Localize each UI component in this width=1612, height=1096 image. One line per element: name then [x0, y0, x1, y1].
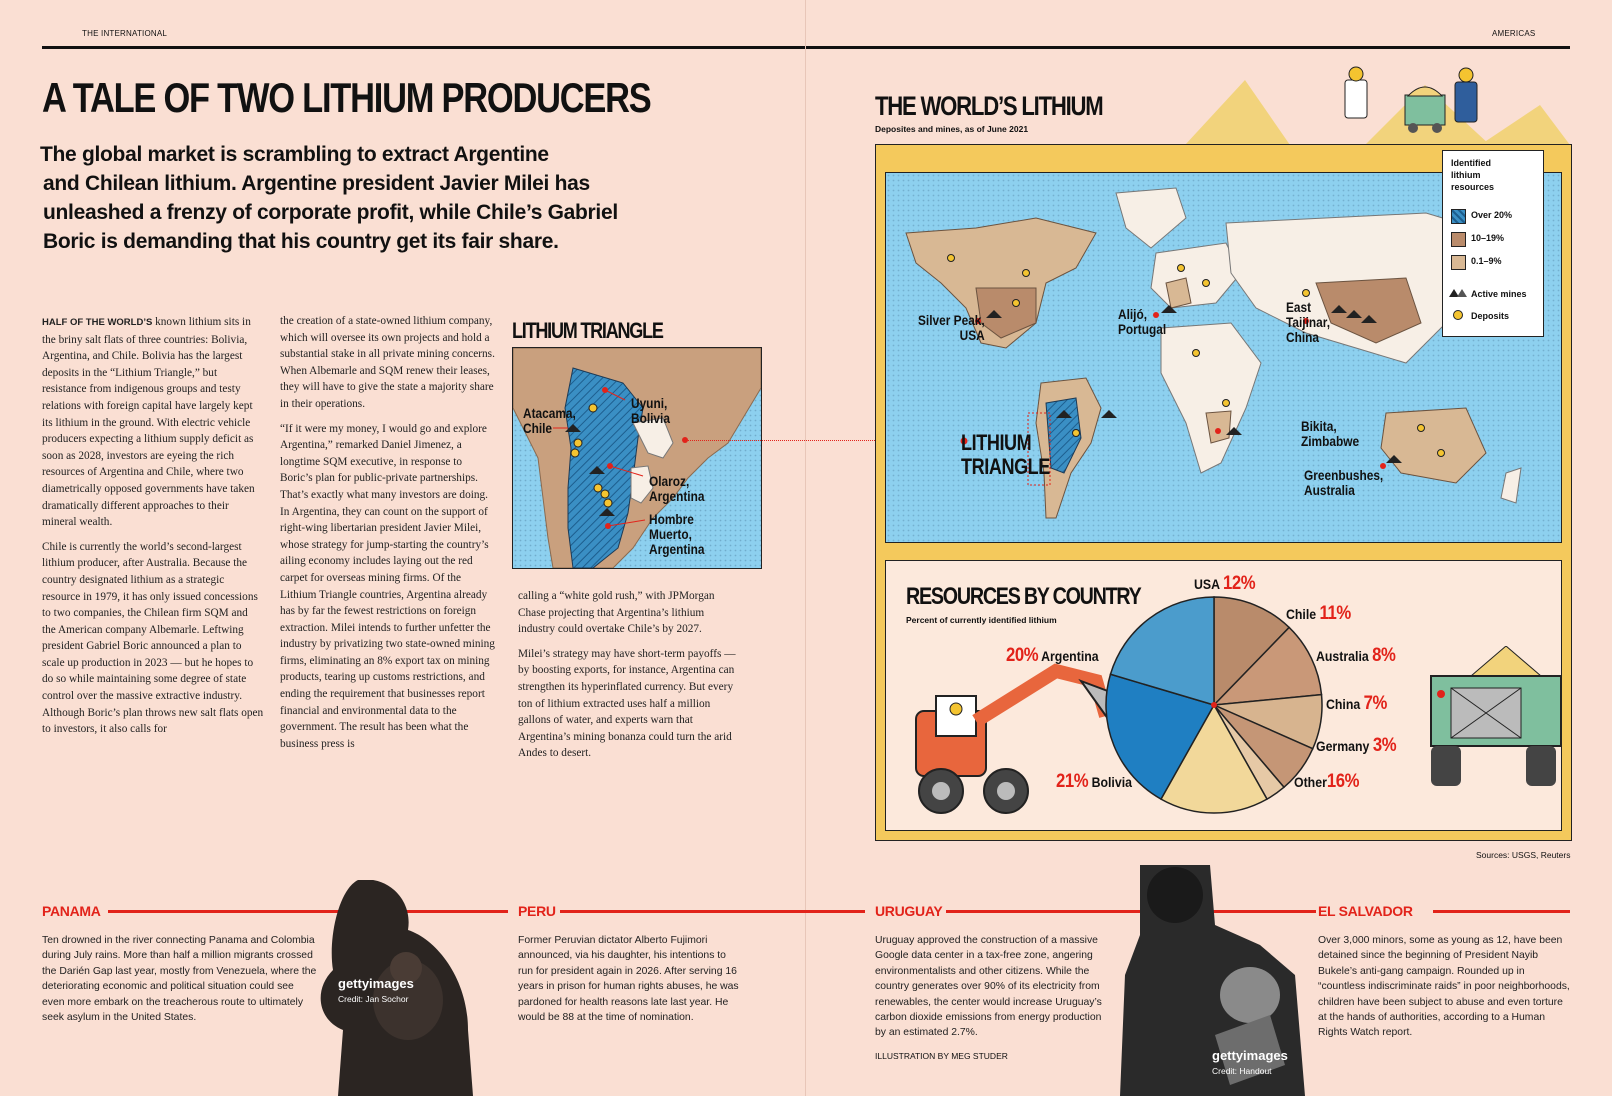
legend-label-mines: Active mines [1471, 289, 1527, 299]
header-rule [42, 46, 1570, 49]
label-alijo: Alijó, Portugal [1118, 307, 1167, 337]
pie-label-bolivia [1056, 771, 1132, 793]
news-body-uruguay: Uruguay approved the construction of a massive Google data center in a tax-free zone, angering environmentalists and other citizens. While the country generates over 90% of its electricity from renewables, the center would increase Uruguay’s carbon dioxide emissions from energy production by an estimated 2.7%. [875, 935, 1102, 1039]
lithium-triangle-map [512, 347, 762, 569]
label-bikita: Bikita, Zimbabwe [1301, 419, 1360, 449]
news-heading-el-salvador: EL SALVADOR [1318, 903, 1417, 919]
pie-label-value: 7% [1363, 693, 1387, 714]
column-1-paragraph-2: Chile is currently the world’s second-largest lithium producer, after Australia. Because the country designated lithium as a strategic resource in 1979, it has only issued concessions to two companies, the Chilean firm SQM and the American company Albemarle. Leftwing president Gabriel Boric announced a plan to scale up production in 2023 — but he hopes to do so while maintaining some degree of state control over the massive extractive industry. Although Boric’s plan throws new salt flats open to investors, it also calls for [42, 540, 264, 736]
pie-label-china [1326, 693, 1387, 715]
legend-label-deposits: Deposits [1471, 311, 1510, 321]
legend-swatch-over20 [1451, 209, 1466, 224]
article-column-3 [518, 588, 740, 770]
news-body-panama: Ten drowned in the river connecting Panama and Colombia during July rains. More than half a million migrants crossed the Darién Gap last year, mostly from Venezuela, where the deteriorating economic and political situation could see even more embark on the treacherous route to ultimately seek asylum in the United States. [42, 935, 317, 1024]
pie-label-name: Australia [1316, 648, 1369, 664]
label-lithium-triangle: LITHIUM TRIANGLE [961, 430, 1050, 479]
legend-swatch-mid [1451, 232, 1466, 247]
pie-label-australia [1316, 645, 1395, 667]
resources-title: RESOURCES BY COUNTRY [906, 583, 1141, 610]
pie-label-chile [1286, 603, 1351, 625]
label-atacama: Atacama, Chile [523, 406, 576, 436]
pie-label-value: 16% [1326, 771, 1360, 792]
news-strip [0, 880, 1612, 1096]
news-body-peru: Former Peruvian dictator Alberto Fujimori announced, via his daughter, his intentions to run for president again in 2026. After serving 16 years in prison for human rights abuses, he was pardoned for health reasons late last year. He would be 88 at the time of nomination. [518, 935, 739, 1024]
deck-line: and Chilean lithium. Argentine president Javier Milei has [43, 172, 590, 195]
deck-line: The global market is scrambling to extract Argentine [40, 143, 549, 166]
legend-label-mid: 10–19% [1471, 233, 1505, 243]
column-1-paragraph-1: known lithium sits in the briny salt flats of three countries: Bolivia, Argentina, and Chile. Bolivia has the largest deposits in the “Lithium Triangle,” but resistance from indigenous groups and testy relations with foreign capital have largely kept its lithium in the ground. With electric vehicle producers expecting a lithium supply deficit as soon as 2028, investors are eyeing the rich resources of Argentina and Chile, where two diametrically opposed governments have taken dramatically different approaches to their mineral wealth. [42, 316, 255, 529]
column-3-paragraph-2: Milei’s strategy may have short-term payoffs — by boosting exports, for instance, Argentina can strengthen its hyperinflated currency. But every ton of lithium extracted uses half a million gallons of water, and experts warn that Argentina’s mining bonanza could turn the arid Andes to desert. [518, 647, 736, 760]
news-heading-uruguay: URUGUAY [875, 903, 946, 919]
south-america-map [513, 348, 761, 568]
pie-label-value: 20% [1006, 645, 1039, 666]
label-silver-peak: Silver Peak, USA [918, 313, 985, 343]
pie-label-name: Germany [1316, 738, 1370, 754]
photo-credit-2: Credit: Handout [1212, 1066, 1272, 1076]
column-2-paragraph-1: the creation of a state-owned lithium company, which will oversee its own projects and hold a substantial stake in all private mining concerns. When Albemarle and SQM renew their leases, they will have to give the state a majority share in their operations. [280, 315, 495, 410]
label-uyuni: Uyuni, Bolivia [631, 396, 670, 426]
legend-label-low: 0.1–9% [1471, 256, 1502, 266]
label-greenbushes: Greenbushes, Australia [1304, 468, 1384, 498]
label-east-tajinar: East Taijinar, China [1286, 300, 1331, 345]
pie-label-name: China [1326, 696, 1361, 712]
section-rule [560, 910, 865, 913]
pie-label-value: 11% [1319, 603, 1351, 624]
column-2-paragraph-2: “If it were my money, I would go and explore Argentina,” remarked Daniel Jimenez, a longtime SQM executive, in response to Boric’s plan for public-private partnerships. That’s exactly what many investors are doing. In Argentina, they can count on the support of right-wing libertarian president Javier Milei, whose strategy for jump-starting the country’s ailing economy includes laying out the red carpet for overseas mining firms. Of the Lithium Triangle countries, Argentina already has by far the fewest restrictions on foreign extraction. Milei intends to further unfetter the industry by privatizing two state-owned mining firms, eliminating an 8% export tax on mining products, tearing up customs restrictions, and ending the requirement that businesses report financial and environmental data to the government. The result has been what the business press is [280, 422, 495, 750]
truck-illustration [1421, 646, 1561, 796]
pie-label-name: Other [1294, 774, 1327, 790]
pie-label-other [1294, 771, 1359, 793]
pie-label-name: USA [1194, 576, 1220, 592]
article-title: A TALE OF TWO LITHIUM PRODUCERS [42, 74, 651, 121]
article-column-2 [280, 313, 496, 760]
label-olaroz: Olaroz, Argentina [649, 474, 705, 504]
mine-icon [1449, 287, 1467, 297]
lithium-triangle-title: LITHIUM TRIANGLE [512, 318, 663, 343]
world-lithium-subtitle: Deposites and mines, as of June 2021 [875, 124, 1029, 134]
article-column-1 [42, 314, 264, 746]
legend-box [1442, 150, 1544, 337]
news-heading-peru: PERU [518, 903, 560, 919]
pie-label-usa [1194, 573, 1255, 595]
pie-label-value: 21% [1056, 771, 1089, 792]
lead-in: HALF OF THE WORLD’S [42, 317, 153, 328]
pie-label-name: Argentina [1041, 648, 1099, 664]
photo-credit-1: Credit: Jan Sochor [338, 994, 409, 1004]
deck-line: unleashed a frenzy of corporate profit, while Chile’s Gabriel [43, 201, 618, 224]
resources-panel [885, 560, 1562, 831]
running-header-left: THE INTERNATIONAL [82, 29, 168, 38]
sources-note: Sources: USGS, Reuters [1476, 850, 1571, 860]
column-3-paragraph-1: calling a “white gold rush,” with JPMorgan Chase projecting that Argentina’s lithium industry could overtake Chile’s by 2027. [518, 590, 715, 636]
label-hombre-muerto: Hombre Muerto, Argentina [649, 512, 705, 557]
legend-label-over20: Over 20% [1471, 210, 1513, 220]
pie-label-value: 12% [1222, 573, 1256, 594]
resources-subtitle: Percent of currently identified lithium [906, 615, 1057, 625]
pie-label-value: 3% [1372, 735, 1397, 756]
article-deck [40, 140, 660, 256]
legend-title: Identified lithium resources [1451, 158, 1495, 192]
legend-swatch-low [1451, 255, 1466, 270]
pie-label-germany [1316, 735, 1396, 757]
deck-line: Boric is demanding that his country get its fair share. [43, 230, 559, 253]
news-body-el-salvador: Over 3,000 minors, some as young as 12, have been detained since the beginning of President Nayib Bukele’s anti-gang campaign. Rounded up in “countless indiscriminate raids” in poor neighborhoods, children have been subject to abuse and even torture at the hands of authorities, according to a Human Rights Watch report. [1318, 935, 1570, 1039]
pie-label-name: Chile [1286, 606, 1317, 622]
miners-illustration [1180, 60, 1570, 145]
getty-logo: gettyimages [1212, 1048, 1288, 1063]
getty-logo: gettyimages [338, 976, 414, 991]
section-rule [1433, 910, 1570, 913]
illustration-credit: ILLUSTRATION BY MEG STUDER [875, 1051, 1008, 1061]
deposit-icon [1452, 309, 1464, 321]
loader-illustration [906, 651, 1126, 826]
running-header-right: AMERICAS [1492, 29, 1536, 38]
world-lithium-title: THE WORLD’S LITHIUM [875, 91, 1103, 121]
pie-center-dot [1211, 702, 1217, 708]
pie-label-value: 8% [1372, 645, 1396, 666]
pie-label-name: Bolivia [1091, 774, 1132, 790]
pie-label-argentina [1006, 645, 1099, 667]
news-heading-panama: PANAMA [42, 903, 105, 919]
